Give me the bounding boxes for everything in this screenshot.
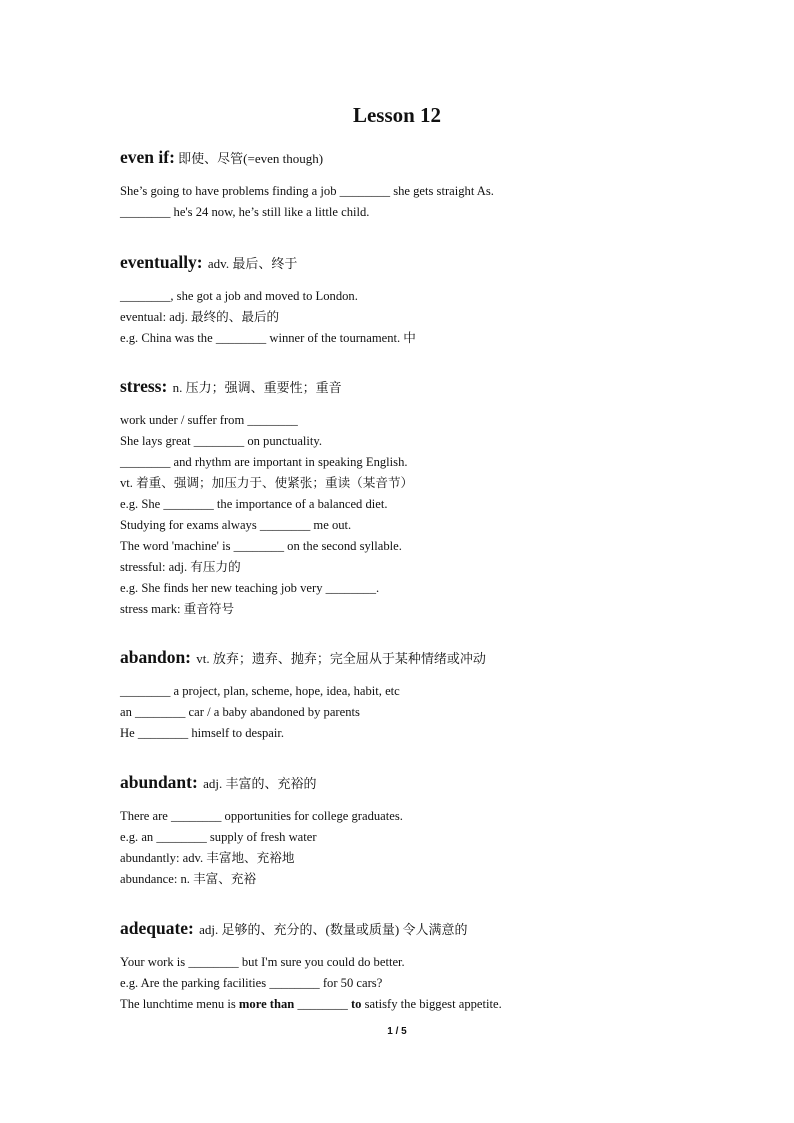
- example-line: [120, 599, 760, 620]
- example-line: [120, 431, 760, 452]
- example-line: [120, 307, 760, 328]
- bold-text: to: [350, 997, 362, 1011]
- example-line: [120, 410, 760, 431]
- entry: [120, 376, 760, 620]
- entry: [120, 918, 760, 1015]
- meaning: 即使、尽管(=even though): [178, 151, 324, 166]
- line-text: abundance: n. 丰富、充裕: [120, 872, 257, 886]
- line-text: He ________ himself to despair.: [120, 726, 285, 740]
- example-lines: [120, 806, 760, 890]
- line-text: The word 'machine' is ________ on the second syllable.: [120, 539, 402, 553]
- example-line: [120, 494, 760, 515]
- example-line: [120, 473, 760, 494]
- entry-heading: [120, 147, 760, 168]
- line-text: ________: [294, 997, 351, 1011]
- entry-heading: [120, 918, 760, 939]
- example-line: [120, 806, 760, 827]
- headword: eventually:: [120, 252, 203, 272]
- example-line: [120, 848, 760, 869]
- example-line: [120, 181, 760, 202]
- example-line: [120, 452, 760, 473]
- entry-heading: [120, 252, 760, 273]
- example-line: [120, 578, 760, 599]
- meaning: 足够的、充分的、(数量或质量) 令人满意的: [221, 922, 468, 937]
- page-title: Lesson 12: [352, 103, 442, 127]
- line-text: abundantly: adv. 丰富地、充裕地: [120, 851, 295, 865]
- example-line: [120, 994, 760, 1015]
- example-line: [120, 702, 760, 723]
- line-text: ________, she got a job and moved to London.: [120, 289, 358, 303]
- line-text: There are ________ opportunities for college graduates.: [120, 809, 403, 823]
- line-text: The lunchtime menu is: [120, 997, 239, 1011]
- headword: abandon:: [120, 647, 192, 667]
- line-text: e.g. an ________ supply of fresh water: [120, 830, 317, 844]
- entry-heading: [120, 772, 760, 793]
- example-line: [120, 973, 760, 994]
- example-line: [120, 515, 760, 536]
- headword: abundant:: [120, 772, 198, 792]
- line-text: stressful: adj. 有压力的: [120, 560, 241, 574]
- line-text: e.g. She ________ the importance of a balanced diet.: [120, 497, 388, 511]
- example-lines: [120, 181, 760, 223]
- entry: [120, 252, 760, 349]
- line-text: e.g. China was the ________ winner of the tournament. 中: [120, 331, 416, 345]
- line-text: work under / suffer from ________: [120, 413, 298, 427]
- meaning: 最后、终于: [232, 256, 298, 271]
- example-line: [120, 723, 760, 744]
- line-text: She’s going to have problems finding a job ________ she gets straight As.: [120, 184, 494, 198]
- meaning: 压力；强调、重要性；重音: [185, 380, 342, 395]
- example-line: [120, 869, 760, 890]
- entry: [120, 647, 760, 744]
- part-of-speech: n.: [172, 380, 183, 395]
- example-lines: [120, 286, 760, 349]
- part-of-speech: adj.: [203, 776, 223, 791]
- entry: [120, 147, 760, 223]
- line-text: eventual: adj. 最终的、最后的: [120, 310, 280, 324]
- bold-text: more than: [238, 997, 295, 1011]
- entry-heading: [120, 376, 760, 397]
- line-text: ________ he's 24 now, he’s still like a little child.: [120, 205, 370, 219]
- line-text: an ________ car / a baby abandoned by parents: [120, 705, 360, 719]
- part-of-speech: adv.: [207, 256, 230, 271]
- headword: stress:: [120, 376, 168, 396]
- example-line: [120, 681, 760, 702]
- example-lines: [120, 952, 760, 1015]
- example-line: [120, 557, 760, 578]
- entry: [120, 772, 760, 890]
- line-text: Your work is ________ but I'm sure you could do better.: [120, 955, 405, 969]
- example-line: [120, 328, 760, 349]
- line-text: e.g. Are the parking facilities ________ for 50 cars?: [120, 976, 383, 990]
- line-text: vt. 着重、强调；加压力于、使紧张；重读（某音节）: [120, 476, 414, 490]
- line-text: ________ a project, plan, scheme, hope, idea, habit, etc: [120, 684, 400, 698]
- example-line: [120, 286, 760, 307]
- headword: even if:: [120, 147, 175, 167]
- line-text: ________ and rhythm are important in speaking English.: [120, 455, 408, 469]
- example-line: [120, 952, 760, 973]
- line-text: She lays great ________ on punctuality.: [120, 434, 323, 448]
- example-lines: [120, 681, 760, 744]
- part-of-speech: adj.: [199, 922, 219, 937]
- line-text: stress mark: 重音符号: [120, 602, 235, 616]
- line-text: Studying for exams always ________ me out.: [120, 518, 352, 532]
- part-of-speech: vt.: [196, 651, 210, 666]
- example-lines: [120, 410, 760, 620]
- line-text: e.g. She finds her new teaching job very ________.: [120, 581, 380, 595]
- page-number: 1 / 5: [387, 1026, 407, 1037]
- line-text: satisfy the biggest appetite.: [361, 997, 502, 1011]
- meaning: 丰富的、充裕的: [225, 776, 317, 791]
- example-line: [120, 827, 760, 848]
- entry-heading: [120, 647, 760, 668]
- example-line: [120, 536, 760, 557]
- example-line: [120, 202, 760, 223]
- meaning: 放弃；遗弃、抛弃；完全屈从于某种情绪或冲动: [212, 651, 486, 666]
- headword: adequate:: [120, 918, 194, 938]
